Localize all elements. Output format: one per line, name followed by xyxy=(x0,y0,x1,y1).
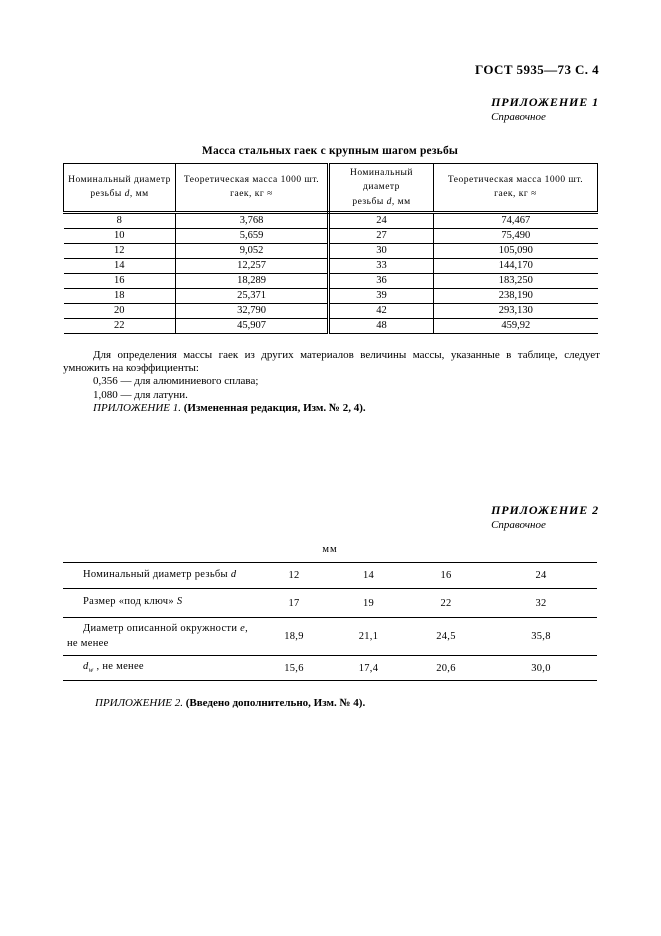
table-row: 14 12,257 33 144,170 xyxy=(64,258,598,273)
table-row: 12 9,052 30 105,090 xyxy=(64,243,598,258)
table-row: $d_w$ , не менее 15,6 17,4 20,6 30,0 xyxy=(63,656,597,681)
row-label-circumscribed-diameter: Диаметр описанной окружности e, не менее xyxy=(63,618,258,656)
appendix2-heading xyxy=(491,503,599,531)
table-row: 16 18,289 36 183,250 xyxy=(64,273,598,288)
appendix1-sublabel: Справочное xyxy=(491,111,546,123)
table-row: Диаметр описанной окружности e, не менее 18,9 21,1 24,5 35,8 xyxy=(63,618,597,656)
page-header: ГОСТ 5935—73 С. 4 xyxy=(475,62,599,77)
row-label-nominal-diameter: Номинальный диаметр резьбы d xyxy=(63,563,258,589)
note-intro: Для определения массы гаек из других материалов величины массы, указанные в таблице, следует умножить на коэффициенты: xyxy=(63,349,600,375)
appendix2-label: ПРИЛОЖЕНИЕ 2 xyxy=(491,503,599,517)
unit-label: мм xyxy=(322,544,338,555)
appendix1-label: ПРИЛОЖЕНИЕ 1 xyxy=(491,95,599,109)
appendix1-heading xyxy=(491,95,599,123)
col-header-mass-left: Теоретическая масса 1000 шт. гаек, кг ≈ xyxy=(176,164,329,213)
mass-table-header-row xyxy=(64,164,598,213)
appendix1-amendment: ПРИЛОЖЕНИЕ 1. (Измененная редакция, Изм. № 2, 4). xyxy=(93,401,366,414)
appendix2-amendment: ПРИЛОЖЕНИЕ 2. (Введено дополнительно, Изм. № 4). xyxy=(95,697,366,709)
col-header-diameter-left: Номинальный диаметр резьбы d, мм xyxy=(64,164,176,213)
table-row: 8 3,768 24 74,467 xyxy=(64,212,598,228)
note-item-brass: 1,080 — для латуни. xyxy=(93,388,188,401)
table-row: 18 25,371 39 238,190 xyxy=(64,288,598,303)
mass-table xyxy=(63,163,598,334)
col-header-diameter-right: Номинальный диаметр резьбы d, мм xyxy=(329,164,434,213)
table-row: Размер «под ключ» S 17 19 22 32 xyxy=(63,589,597,618)
col-header-mass-right: Теоретическая масса 1000 шт. гаек, кг ≈ xyxy=(434,164,598,213)
mass-table-title: Масса стальных гаек с крупным шагом резьбы xyxy=(201,145,459,157)
table-row: Номинальный диаметр резьбы d 12 14 16 24 xyxy=(63,563,597,589)
note-item-aluminium: 0,356 — для алюминиевого сплава; xyxy=(93,375,259,388)
table-row: 10 5,659 27 75,490 xyxy=(64,228,598,243)
appendix2-sublabel: Справочное xyxy=(491,519,546,531)
coefficients-note xyxy=(63,349,600,415)
table-row: 22 45,907 48 459,92 xyxy=(64,318,598,333)
dimensions-table xyxy=(63,562,597,681)
table-row: 20 32,790 42 293,130 xyxy=(64,303,598,318)
row-label-dw: $d_w$ , не менее xyxy=(63,656,258,681)
row-label-wrench-size: Размер «под ключ» S xyxy=(63,589,258,618)
